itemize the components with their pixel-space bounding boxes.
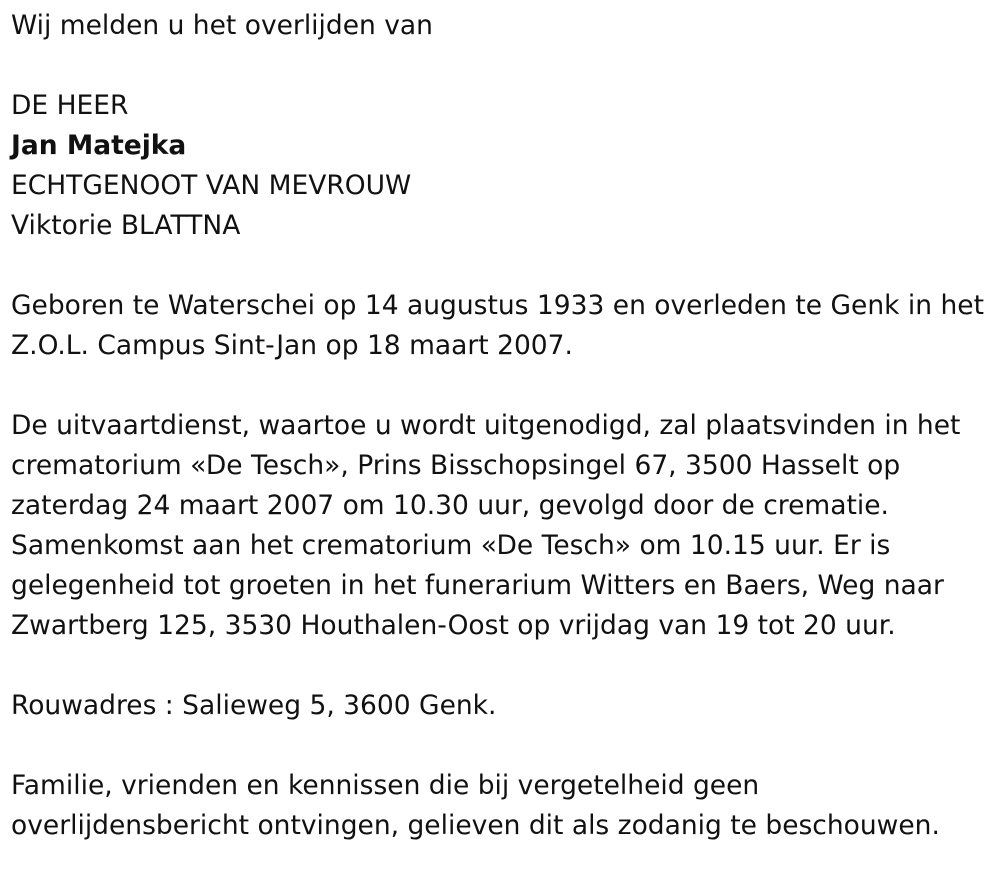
- spouse-title: ECHTGENOOT VAN MEVROUW: [11, 170, 412, 201]
- spacer: [11, 646, 986, 686]
- service-line: De uitvaartdienst, waartoe u wordt uitgenodigd, zal plaatsvinden in het: [11, 410, 961, 441]
- spacer: [11, 246, 986, 286]
- spacer: [11, 726, 986, 766]
- service-line: zaterdag 24 maart 2007 om 10.30 uur, gevolgd door de crematie.: [11, 490, 889, 521]
- service-line: Zwartberg 125, 3530 Houthalen-Oost op vrijdag van 19 tot 20 uur.: [11, 610, 896, 641]
- honorific-text: DE HEER: [11, 90, 129, 121]
- service-line: gelegenheid tot groeten in het funerarium Witters en Baers, Weg naar: [11, 570, 944, 601]
- death-notice: [11, 6, 986, 846]
- spacer: [11, 366, 986, 406]
- closing-line: Familie, vrienden en kennissen die bij vergetelheid geen: [11, 770, 760, 801]
- deceased-name: Jan Matejka: [11, 130, 187, 161]
- intro-text: Wij melden u het overlijden van: [11, 10, 433, 41]
- spouse-name: Viktorie BLATTNA: [11, 210, 241, 241]
- mourning-address: Rouwadres : Salieweg 5, 3600 Genk.: [11, 690, 497, 721]
- service-line: crematorium «De Tesch», Prins Bisschopsingel 67, 3500 Hasselt op: [11, 450, 901, 481]
- spacer: [11, 46, 986, 86]
- birth-death-paragraph: Geboren te Waterschei op 14 augustus 1933 en overleden te Genk in het Z.O.L. Campus Sint-Jan op 18 maart 2007.: [11, 290, 984, 361]
- service-line: Samenkomst aan het crematorium «De Tesch» om 10.15 uur. Er is: [11, 530, 891, 561]
- closing-line: overlijdensbericht ontvingen, gelieven dit als zodanig te beschouwen.: [11, 810, 940, 841]
